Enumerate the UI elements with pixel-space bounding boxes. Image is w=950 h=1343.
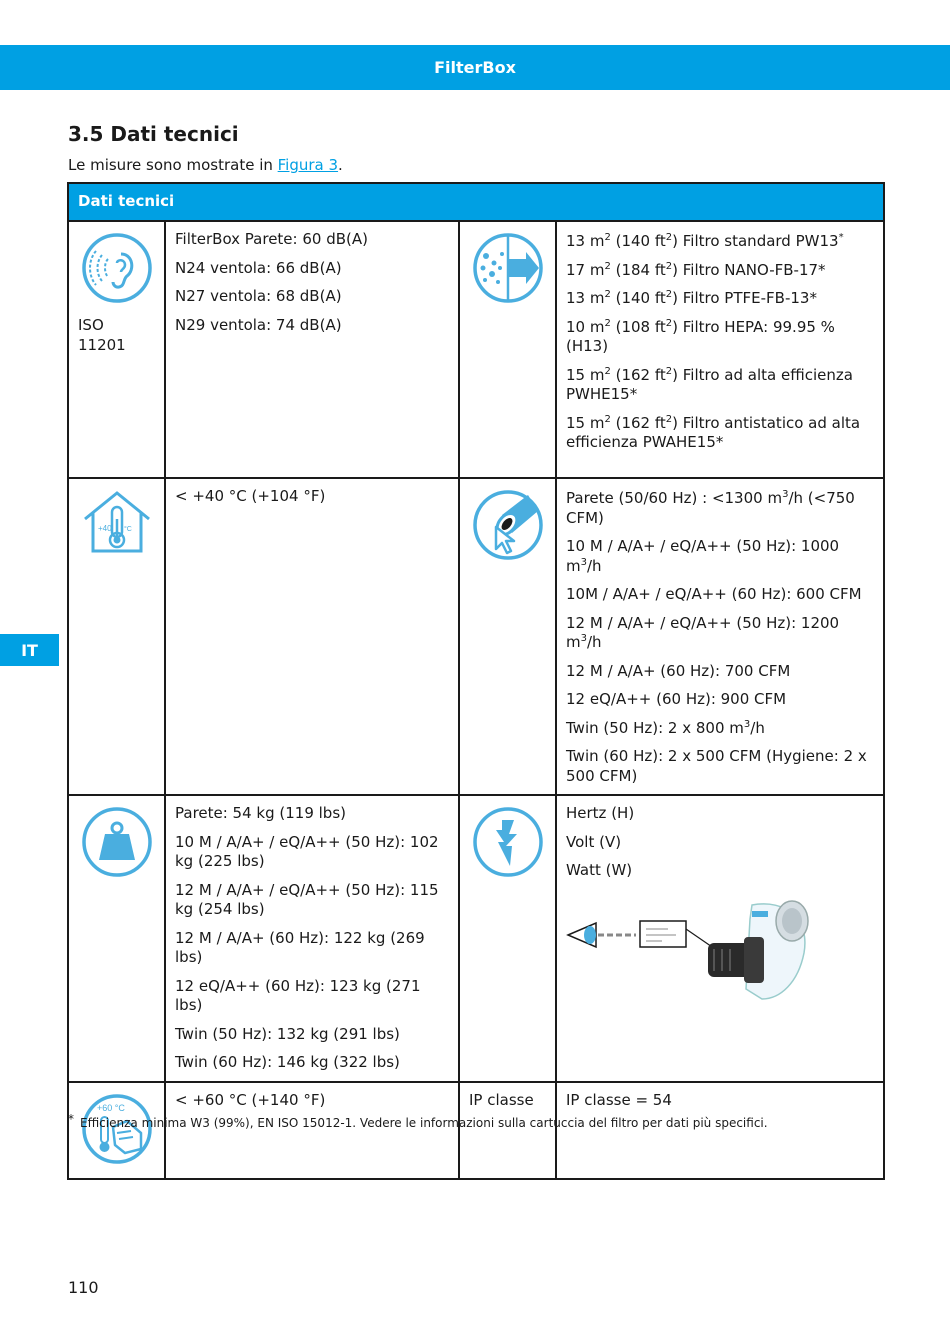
- table-header: Dati tecnici: [68, 183, 884, 221]
- noise-line: FilterBox Parete: 60 dB(A): [175, 230, 368, 248]
- ear-noise-icon: [81, 232, 153, 304]
- ip-class-label: IP classe: [459, 1082, 556, 1179]
- noise-line: N29 ventola: 74 dB(A): [175, 315, 342, 334]
- weight-icon: [81, 806, 153, 878]
- airflow-icon-cell: [459, 478, 556, 795]
- filter-line: 13 $m^2$ (140 $ft^2$) Filtro PTFE-FB-13*: [566, 289, 817, 307]
- noise-line: N27 ventola: 68 dB(A): [175, 287, 342, 305]
- document-header-bar: [0, 45, 950, 90]
- airflow-line: Twin (60 Hz): 2 x 500 CFM (Hygiene: 2 x 500 CFM): [566, 747, 867, 785]
- filter-line: 13 $m^2$ (140 $ft^2$) Filtro standard PW13*: [566, 232, 844, 250]
- electrical-line: Volt (V): [566, 832, 622, 851]
- airflow-values: [556, 478, 884, 795]
- electrical-line: Watt (W): [566, 861, 633, 879]
- airflow-line: 10 M / A/A+ / eQ/A++ (50 Hz): 1000 $m^3/h$: [566, 537, 840, 575]
- electrical-values: [556, 795, 884, 1082]
- weight-line: Parete: 54 kg (119 lbs): [175, 804, 346, 822]
- figure-link[interactable]: Figura 3: [277, 156, 339, 174]
- language-tab: [0, 634, 59, 666]
- weight-line: Twin (50 Hz): 132 kg (291 lbs): [175, 1024, 400, 1043]
- airflow-line: 10M / A/A+ / eQ/A++ (60 Hz): 600 CFM: [566, 585, 862, 603]
- weight-line: 12 M / A/A+ (60 Hz): 122 kg (269 lbs): [175, 928, 425, 966]
- document-title: FilterBox: [434, 58, 516, 77]
- icon-temperature-unit: °C: [124, 526, 132, 533]
- footnote: [68, 1112, 768, 1130]
- intro-suffix: .: [338, 156, 343, 174]
- weight-values: [165, 795, 459, 1082]
- airflow-line: 12 M / A/A+ / eQ/A++ (50 Hz): 1200 $m^3/h$: [566, 613, 840, 651]
- intro-text: Le misure sono mostrate in: [68, 156, 278, 174]
- ambient-temperature-value: < +40 °C (+104 °F): [165, 478, 459, 795]
- footnote-text: Efficienza minima W3 (99%), EN ISO 15012-1. Vedere le informazioni sulla cartuccia del filtro per dati più specifici.: [80, 1116, 768, 1130]
- technical-data-table: [67, 182, 885, 1180]
- footnote-marker: *: [68, 1112, 74, 1126]
- page-number: 110: [68, 1278, 99, 1297]
- filter-airflow-icon: [472, 232, 544, 304]
- lightning-icon: [472, 806, 544, 878]
- weight-line: 10 M / A/A+ / eQ/A++ (50 Hz): 102 kg (225 lbs): [175, 832, 439, 870]
- filter-line: 15 $m^2$ (162 $ft^2$) Filtro ad alta efficienza PWHE15*: [566, 365, 853, 403]
- storage-icon-cell: [68, 1082, 165, 1179]
- fan-rating-plate-illustration: [566, 899, 816, 1011]
- airflow-line: 12 M / A/A+ (60 Hz): 700 CFM: [566, 661, 791, 680]
- noise-line: N24 ventola: 66 dB(A): [175, 258, 342, 277]
- weight-icon-cell: [68, 795, 165, 1082]
- filter-line: 15 $m^2$ (162 $ft^2$) Filtro antistatico ad alta efficienza PWAHE15*: [566, 413, 861, 451]
- icon-temperature-label: +40: [98, 524, 112, 533]
- icon-storage-temperature-label: +60 °C: [97, 1102, 125, 1113]
- filter-line: 17 $m^2$ (184 $ft^2$) Filtro NANO-FB-17*: [566, 260, 826, 279]
- section-title: 3.5 Dati tecnici: [68, 122, 239, 146]
- temperature-icon-cell: [68, 478, 165, 795]
- airflow-line: Parete (50/60 Hz) : <1300 $m^3/h$ (<750 CFM): [566, 489, 855, 527]
- noise-standard-caption: ISO 11201: [78, 316, 126, 354]
- weight-line: Twin (60 Hz): 146 kg (322 lbs): [175, 1053, 400, 1071]
- section-intro: [68, 156, 343, 174]
- ip-class-value: IP classe = 54: [556, 1082, 884, 1179]
- filter-icon-cell: [459, 221, 556, 478]
- airflow-line: 12 eQ/A++ (60 Hz): 900 CFM: [566, 690, 787, 708]
- filter-line: 10 $m^2$ (108 $ft^2$) Filtro HEPA: 99.95 % (H13): [566, 317, 835, 355]
- weight-line: 12 M / A/A+ / eQ/A++ (50 Hz): 115 kg (254 lbs): [175, 880, 439, 918]
- electrical-line: Hertz (H): [566, 804, 635, 822]
- house-thermometer-icon: [81, 489, 153, 555]
- language-tab-label: IT: [21, 640, 38, 660]
- noise-values: [165, 221, 459, 478]
- airflow-line: Twin (50 Hz): 2 x 800 $m^3/h$: [566, 718, 765, 737]
- airflow-pipe-icon: [472, 489, 544, 561]
- filter-values: [556, 221, 884, 478]
- electrical-icon-cell: [459, 795, 556, 1082]
- storage-temperature-value: < +60 °C (+140 °F): [165, 1082, 459, 1179]
- weight-line: 12 eQ/A++ (60 Hz): 123 kg (271 lbs): [175, 976, 421, 1014]
- noise-icon-cell: [68, 221, 165, 478]
